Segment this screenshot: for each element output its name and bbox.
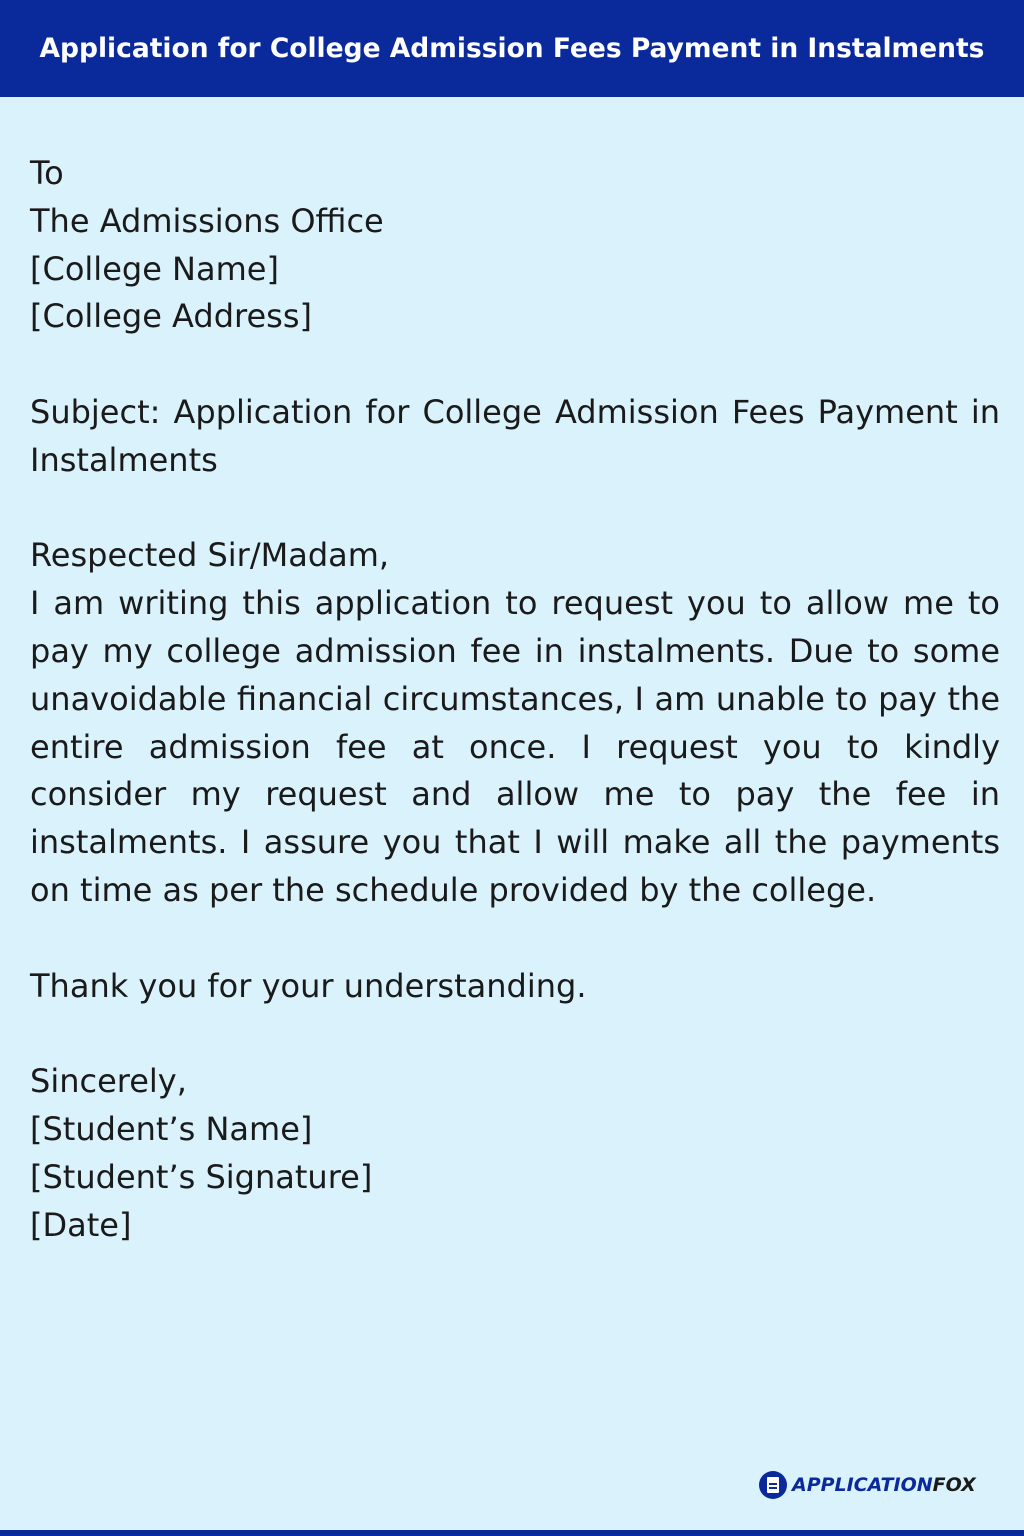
to-line: To xyxy=(30,154,64,192)
page-title: Application for College Admission Fees Payment in Instalments xyxy=(39,33,985,64)
brand-name-part1: APPLICATION xyxy=(792,1474,933,1496)
student-signature-line: [Student’s Signature] xyxy=(30,1157,373,1196)
recipient-line: The Admissions Office xyxy=(30,201,384,240)
letter-body xyxy=(30,150,1000,1249)
brand-logo xyxy=(759,1469,976,1501)
college-name-line: [College Name] xyxy=(30,249,279,288)
college-address-line: [College Address] xyxy=(30,297,312,336)
thanks-line: Thank you for your understanding. xyxy=(30,966,587,1005)
subject-line: Subject: Application for College Admission Fees Payment in Instalments xyxy=(30,392,1000,479)
page-header xyxy=(0,0,1024,97)
body-paragraph: I am writing this application to request you to allow me to pay my college admission fee in instalments. Due to some unavoidable financial circumstances, I am unable to pay the entire admission fee at once. I request you to kindly consider my request and allow me to pay the fee in instalments. I assure you that I will make all the payments on time as per the schedule provided by the college. xyxy=(30,584,1000,909)
date-line: [Date] xyxy=(30,1205,132,1244)
document-icon xyxy=(759,1471,787,1499)
student-name-line: [Student’s Name] xyxy=(30,1109,313,1148)
brand-name-part2: FOX xyxy=(932,1474,976,1496)
closing-line: Sincerely, xyxy=(30,1062,187,1101)
bottom-bar xyxy=(0,1530,1024,1536)
salutation: Respected Sir/Madam, xyxy=(30,536,390,575)
brand-name xyxy=(792,1474,976,1496)
